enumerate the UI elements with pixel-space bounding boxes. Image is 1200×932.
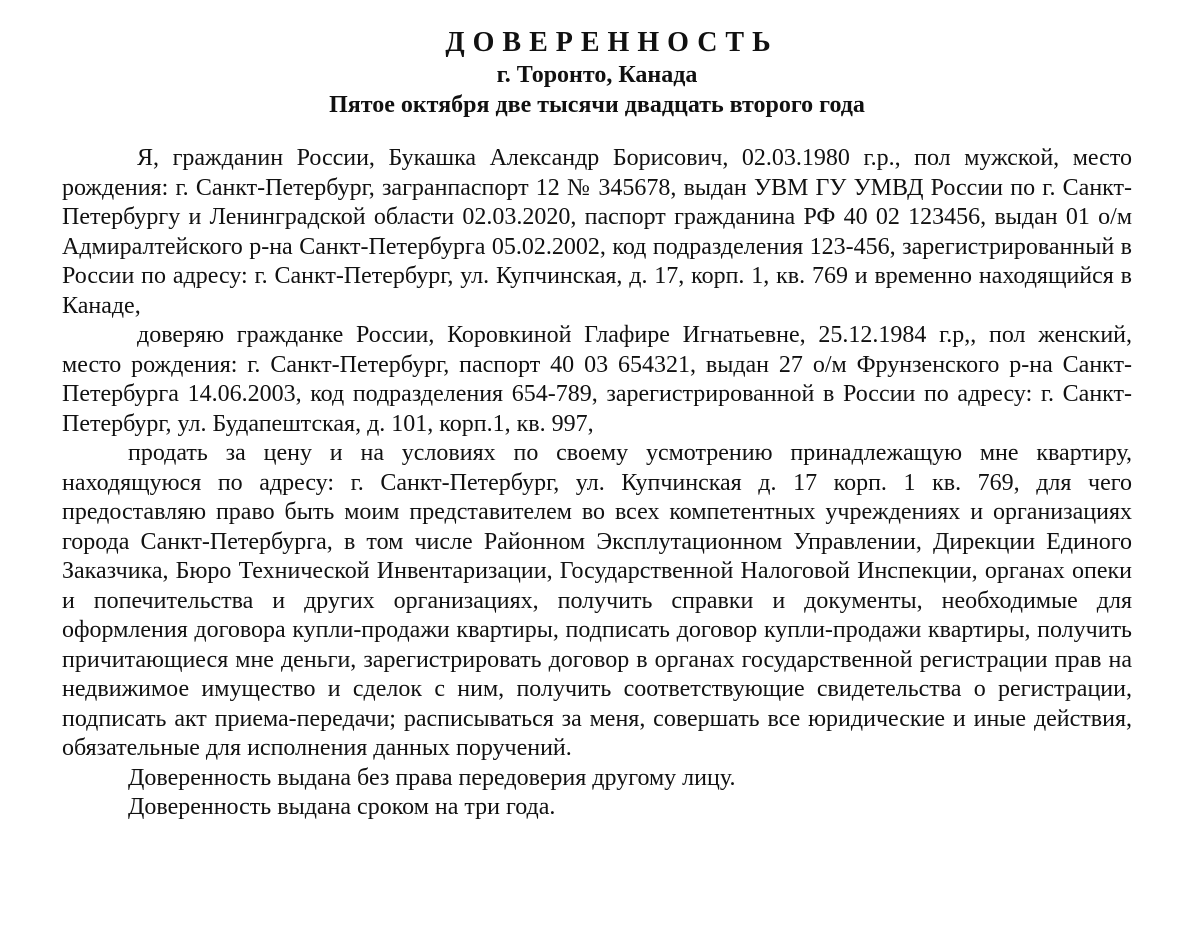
no-substitution-line: Доверенность выдана без права передоверия другому лицу. [128, 764, 736, 791]
document-date: Пятое октября две тысячи двадцать второго года [329, 92, 865, 118]
validity-term-line: Доверенность выдана сроком на три года. [128, 794, 556, 820]
principal-paragraph: Я, гражданин России, Букашка Александр Борисович, 02.03.1980 г.р., пол мужской, место рождения: г. Санкт-Петербург, загранпаспорт 12 № 345678, выдан УВМ ГУ УМВД России по г. Санкт-Петербургу и Ленинградской области 02.03.2020, паспорт гражданина РФ 40 02 123456, выдан 01 о/м Адмиралтейского р-на Санкт-Петербурга 05.02.2002, код подразделения 123-456, зарегистрированный в России по адресу: г. Санкт-Петербург, ул. Купчинская, д. 17, корп. 1, кв. 769 и временно находящийся в Канаде, [62, 145, 1132, 319]
powers-paragraph: продать за цену и на условиях по своему усмотрению принадлежащую мне квартиру, находящуюся по адресу: г. Санкт-Петербург, ул. Купчинская д. 17 корп. 1 кв. 769, для чего предоставляю право быть моим представителем во всех компетентных учреждениях и организациях города Санкт-Петербурга, в том числе Районном Эксплутационном Управлении, Дирекции Единого Заказчика, Бюро Технической Инвентаризации, Государственной Налоговой Инспекции, органах опеки и попечительства и других организациях, получить справки и документы, необходимые для оформления договора купли-продажи квартиры, подписать договор купли-продажи квартиры, получить причитающиеся мне деньги, зарегистрировать договор в органах государственной регистрации прав на недвижимое имущество и сделок с ним, получить соответствующие свидетельства о регистрации, подписать акт приема-передачи; расписываться за меня, совершать все юридические и иные действия, обязательные для исполнения данных поручений. [62, 440, 1132, 761]
attorney-paragraph: доверяю гражданке России, Коровкиной Глафире Игнатьевне, 25.12.1984 г.р,, пол женский, место рождения: г. Санкт-Петербург, паспорт 40 03 654321, выдан 27 о/м Фрунзенского р-на Санкт-Петербурга 14.06.2003, код подразделения 654-789, зарегистрированной в России по адресу: г. Санкт-Петербург, ул. Будапештская, д. 101, корп.1, кв. 997, [62, 322, 1132, 437]
document-title: ДОВЕРЕННОСТЬ [445, 27, 779, 58]
document-place: г. Торонто, Канада [496, 62, 698, 88]
